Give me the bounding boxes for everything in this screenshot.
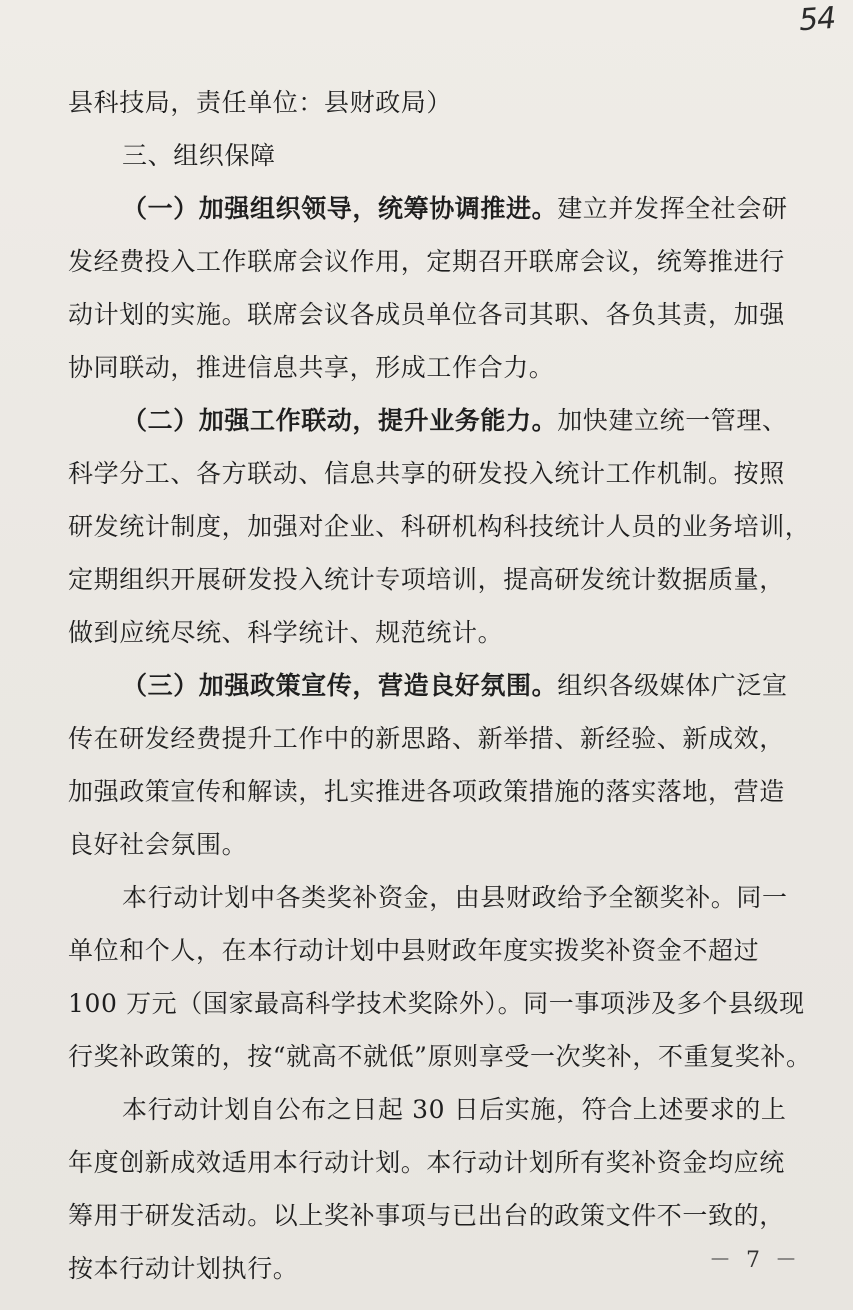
text-line: 加强政策宣传和解读，扎实推进各项政策措施的落实落地，营造 <box>68 777 785 806</box>
text-line: 良好社会氛围。 <box>68 830 248 859</box>
text-line: 按本行动计划执行。 <box>68 1254 299 1283</box>
text-line: 传在研发经费提升工作中的新思路、新举措、新经验、新成效， <box>68 724 785 753</box>
text-line: 研发统计制度，加强对企业、科研机构科技统计人员的业务培训， <box>68 512 811 541</box>
text-line: 本行动计划自公布之日起 30 日后实施，符合上述要求的上 <box>122 1095 787 1124</box>
paragraph-2-first-line <box>68 394 810 447</box>
section-heading: 三、组织保障 <box>122 141 276 170</box>
text-line: 协同联动，推进信息共享，形成工作合力。 <box>68 353 555 382</box>
handwritten-page-note: 54 <box>797 0 837 39</box>
subheading-1: （一）加强组织领导，统筹协调推进。 <box>122 194 558 223</box>
text-line: 本行动计划中各类奖补资金，由县财政给予全额奖补。同一 <box>122 883 788 912</box>
paragraph-3-first-line <box>68 659 810 712</box>
text-line: 年度创新成效适用本行动计划。本行动计划所有奖补资金均应统 <box>68 1148 785 1177</box>
text-line: 发经费投入工作联席会议作用，定期召开联席会议，统筹推进行 <box>68 247 785 276</box>
paragraph-1-first-line <box>68 182 810 235</box>
text-line: 县科技局，责任单位：县财政局） <box>68 88 453 117</box>
text-line: 动计划的实施。联席会议各成员单位各司其职、各负其责，加强 <box>68 300 785 329</box>
text-line: 100 万元（国家最高科学技术奖除外）。同一事项涉及多个县级现 <box>68 989 805 1018</box>
text-line: 科学分工、各方联动、信息共享的研发投入统计工作机制。按照 <box>68 459 785 488</box>
text-span: 组织各级媒体广泛宣 <box>557 671 788 700</box>
text-span: 建立并发挥全社会研 <box>557 194 788 223</box>
subheading-2: （二）加强工作联动，提升业务能力。 <box>122 406 558 435</box>
text-line: 定期组织开展研发投入统计专项培训，提高研发统计数据质量， <box>68 565 785 594</box>
text-span: 加快建立统一管理、 <box>557 406 788 435</box>
text-line: 做到应统尽统、科学统计、规范统计。 <box>68 618 504 647</box>
text-line: 筹用于研发活动。以上奖补事项与已出台的政策文件不一致的， <box>68 1201 785 1230</box>
page-number: － 7 － <box>709 1248 801 1273</box>
document-body <box>68 76 810 1295</box>
text-line: 单位和个人，在本行动计划中县财政年度实拨奖补资金不超过 <box>68 936 760 965</box>
text-line: 行奖补政策的，按“就高不就低”原则享受一次奖补，不重复奖补。 <box>68 1042 812 1071</box>
subheading-3: （三）加强政策宣传，营造良好氛围。 <box>122 671 558 700</box>
